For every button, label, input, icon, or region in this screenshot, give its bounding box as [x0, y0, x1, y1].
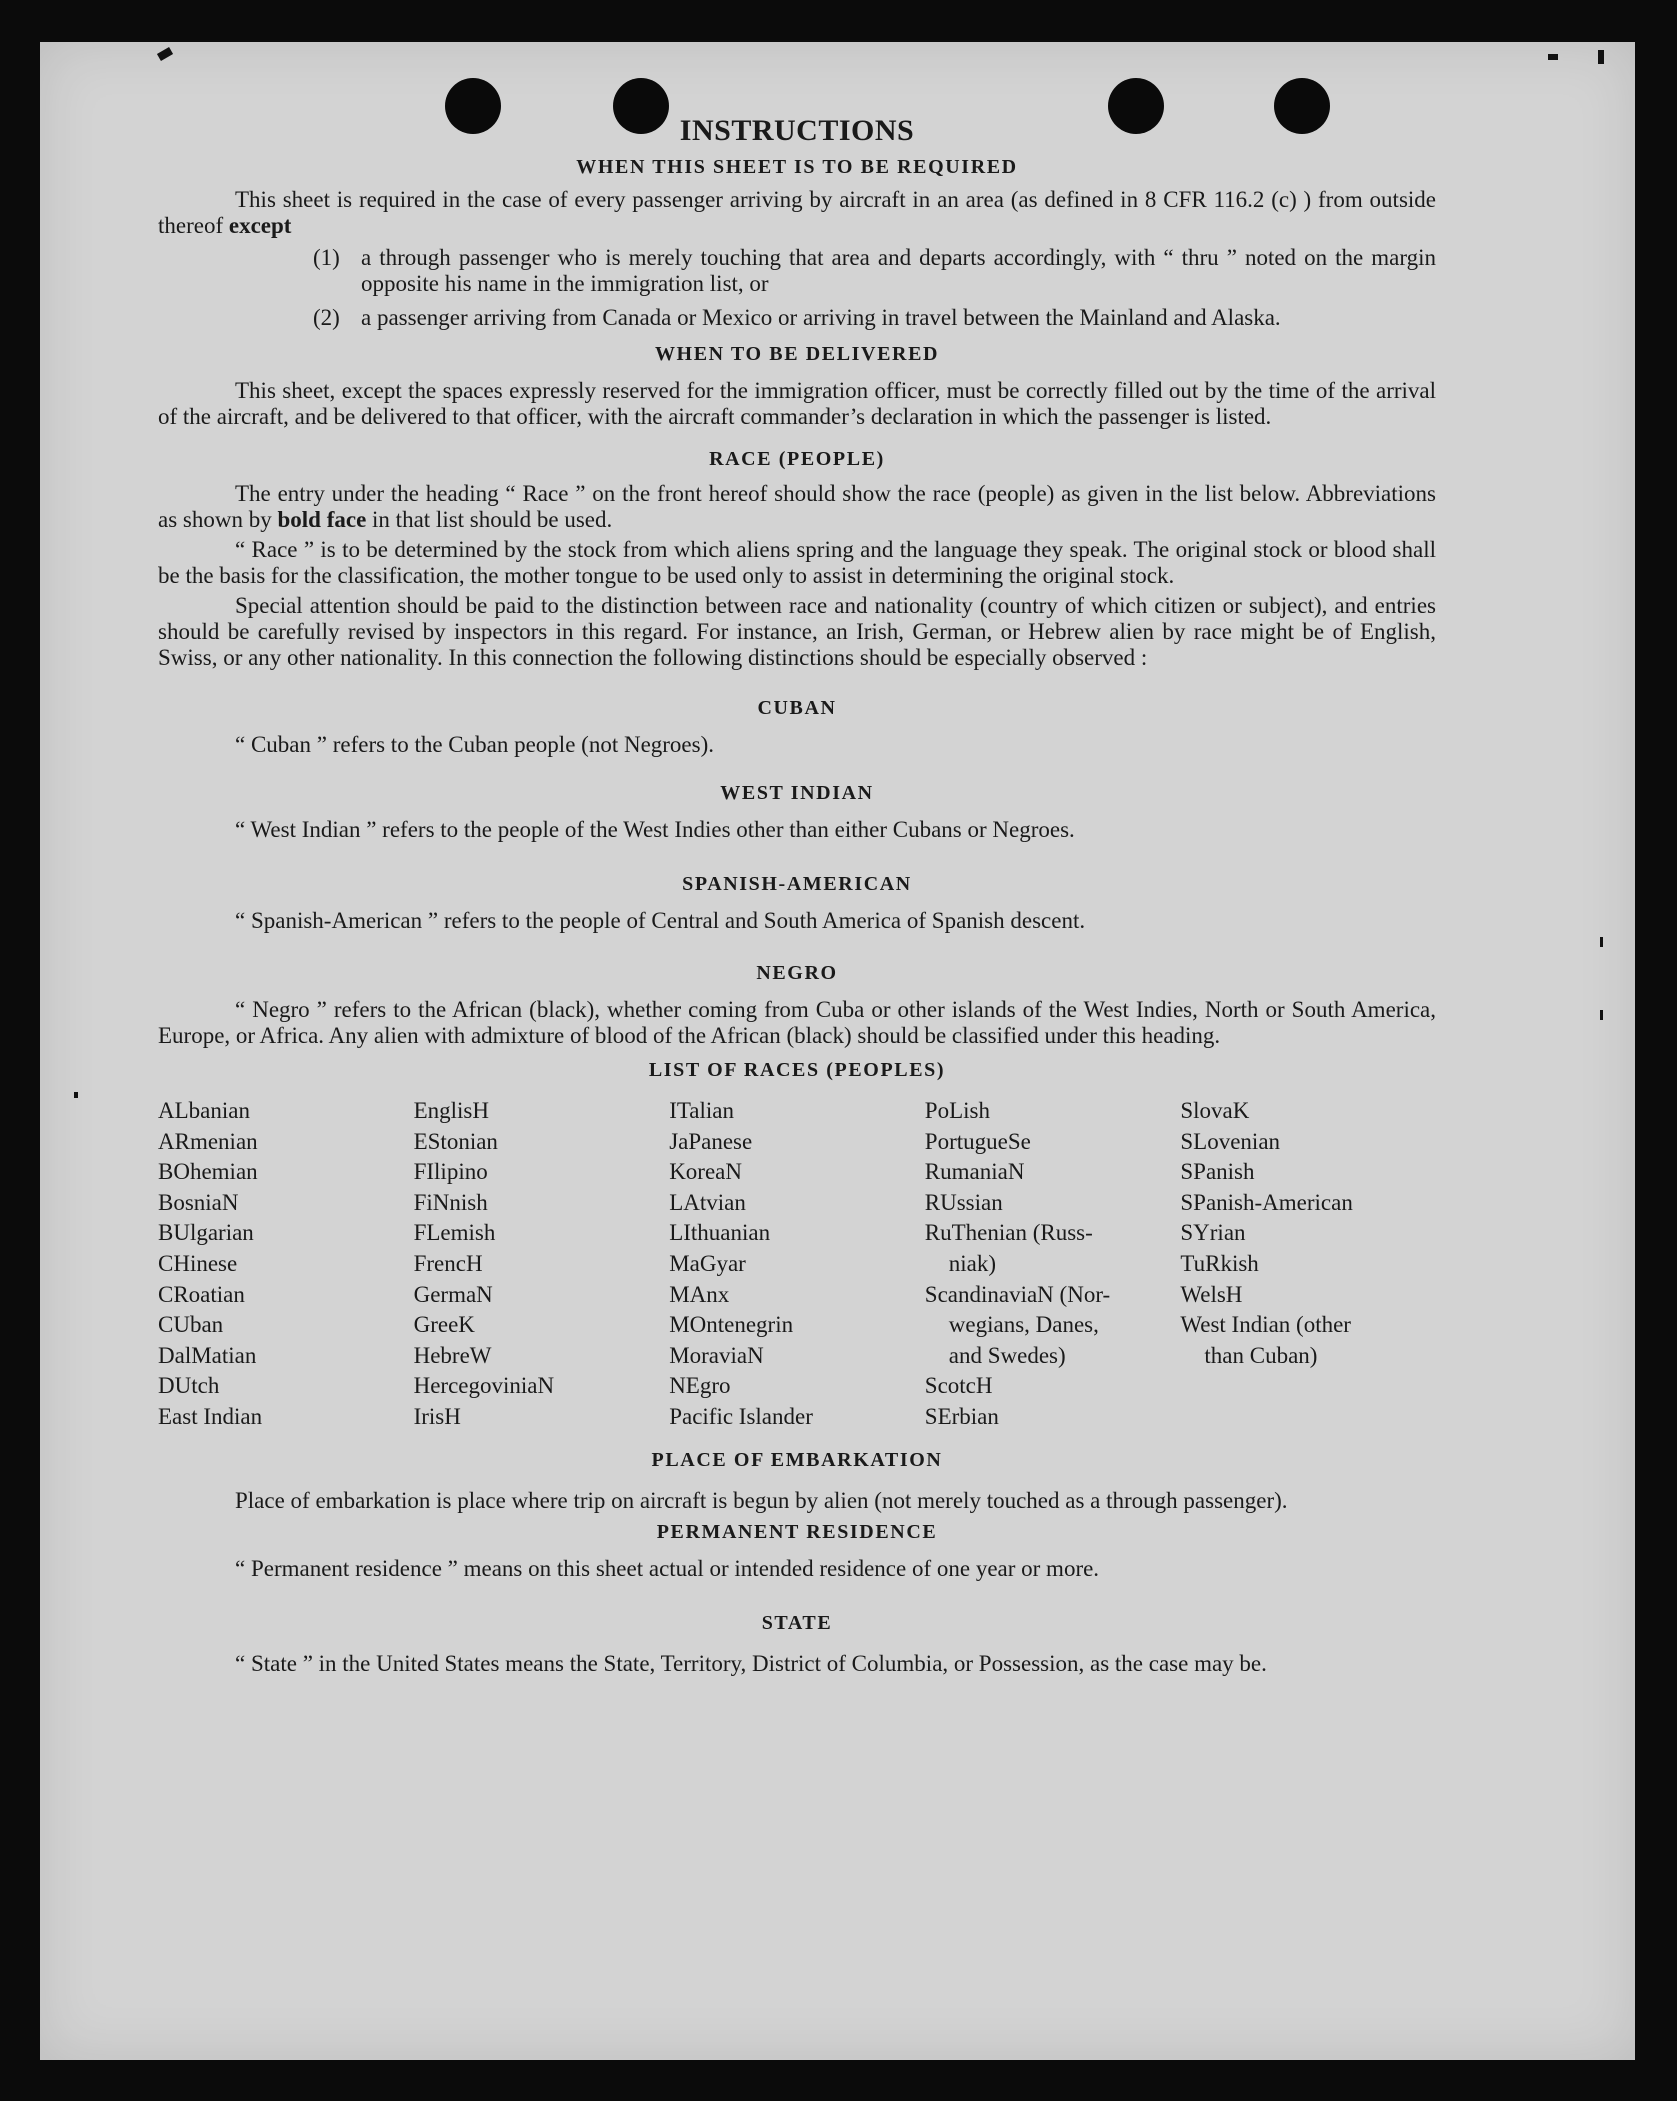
- paragraph: Special attention should be paid to the distinction between race and nationality (country of which citizen or subject), and entries should be carefully revised by inspectors in this regard. For instance, an Irish, German, or Hebrew alien by race might be of English, Swiss, or any other nationality. In this connection the following distinctions should be especially observed :: [158, 593, 1436, 670]
- paragraph: “ Negro ” refers to the African (black), whether coming from Cuba or other islands of the West Indies, North or South America, Europe, or Africa. Any alien with admixture of blood of the African (black) should be classified under this heading.: [158, 997, 1436, 1048]
- race-item: CRoatian: [158, 1281, 245, 1307]
- list-item: [313, 245, 1436, 297]
- race-item: MOntenegrin: [669, 1312, 794, 1338]
- race-item: HercegoviniaN: [413, 1373, 555, 1399]
- item-text: a through passenger who is merely touching that area and departs accordingly, with “ thru ” noted on the margin opposite his name in the immigration list, or: [361, 245, 1436, 296]
- race-item: RuThenian (Russ-: [924, 1220, 1093, 1246]
- page-title: INSTRUCTIONS: [679, 114, 915, 147]
- race-item: GreeK: [413, 1312, 475, 1338]
- race-item: LAtvian: [669, 1189, 746, 1215]
- specks: [1600, 1010, 1603, 1020]
- race-item: KoreaN: [669, 1159, 742, 1185]
- bold-text: except: [228, 213, 292, 238]
- paragraph-text: The entry under the heading “ Race ” on the front hereof should show the race (people) as given in the list below. Abbreviations as shown by: [158, 481, 1436, 532]
- specks: [1600, 937, 1603, 947]
- specks: [1548, 54, 1558, 60]
- races-column: [158, 1096, 414, 1433]
- section-heading: LIST OF RACES (PEOPLES): [648, 1059, 946, 1081]
- race-item: IrisH: [413, 1403, 461, 1429]
- race-item: and Swedes): [948, 1342, 1066, 1368]
- race-item: PoLish: [924, 1098, 990, 1123]
- section-heading: PERMANENT RESIDENCE: [656, 1520, 938, 1543]
- section-heading: CUBAN: [757, 697, 837, 719]
- race-item: FrencH: [413, 1250, 483, 1276]
- race-item: DalMatian: [158, 1342, 257, 1368]
- paragraph: Place of embarkation is place where trip on aircraft is begun by alien (not merely touched as a through passenger).: [235, 1487, 1288, 1513]
- race-item: BOhemian: [158, 1159, 258, 1185]
- specks: [74, 1092, 78, 1098]
- section-heading: STATE: [761, 1611, 833, 1634]
- races-column: [925, 1096, 1181, 1433]
- race-item: BUlgarian: [158, 1220, 254, 1246]
- item-text: a passenger arriving from Canada or Mexico or arriving in travel between the Mainland and Alaska.: [361, 305, 1281, 330]
- paragraph: [158, 187, 1436, 239]
- race-item: TuRkish: [1180, 1250, 1259, 1276]
- item-number: (2): [313, 305, 340, 330]
- race-item: CHinese: [158, 1250, 238, 1276]
- race-item: GermaN: [413, 1281, 493, 1307]
- paragraph: This sheet, except the spaces expressly reserved for the immigration officer, must be correctly filled out by the time of the arrival of the aircraft, and be delivered to that officer, with the aircraft commander’s declaration in which the passenger is listed.: [158, 378, 1436, 429]
- race-item: Pacific Islander: [669, 1403, 813, 1429]
- section-heading: WEST INDIAN: [720, 782, 874, 804]
- section-heading: WHEN THIS SHEET IS TO BE REQUIRED: [576, 156, 1018, 178]
- race-item: MAnx: [669, 1281, 730, 1307]
- paragraph-text: in that list should be used.: [372, 507, 613, 532]
- race-item: CUban: [158, 1312, 224, 1338]
- races-column: [414, 1096, 670, 1433]
- race-item: wegians, Danes,: [948, 1312, 1099, 1338]
- race-item: WelsH: [1180, 1281, 1243, 1307]
- paragraph: “ Race ” is to be determined by the stock from which aliens spring and the language they speak. The original stock or blood shall be the basis for the classification, the mother tongue to be used only to assist in determining the original stock.: [158, 537, 1436, 588]
- race-item: ALbanian: [158, 1098, 250, 1123]
- race-item: PortugueSe: [924, 1128, 1031, 1154]
- race-item: NEgro: [669, 1373, 731, 1399]
- race-item: MaGyar: [669, 1250, 746, 1276]
- race-item: niak): [948, 1250, 997, 1276]
- race-item: EnglisH: [413, 1098, 489, 1123]
- race-item: SlovaK: [1180, 1098, 1250, 1123]
- race-item: DUtch: [158, 1373, 220, 1399]
- section-heading: RACE (PEOPLE): [709, 448, 885, 470]
- instructions-content: [158, 114, 1436, 1680]
- race-item: BosniaN: [158, 1189, 239, 1215]
- races-column: [669, 1096, 925, 1433]
- paragraph: “ Spanish-American ” refers to the people of Central and South America of Spanish descent.: [235, 908, 1086, 933]
- race-item: EStonian: [413, 1128, 498, 1154]
- race-item: SPanish-American: [1180, 1189, 1353, 1215]
- section-heading: PLACE OF EMBARKATION: [651, 1448, 943, 1471]
- race-item: than Cuban): [1204, 1342, 1318, 1368]
- paragraph: “ Cuban ” refers to the Cuban people (not Negroes).: [235, 732, 715, 757]
- race-item: East Indian: [158, 1403, 263, 1429]
- race-item: MoraviaN: [669, 1342, 764, 1368]
- race-item: FiNnish: [413, 1189, 488, 1215]
- race-item: FIlipino: [413, 1159, 488, 1185]
- specks: [157, 47, 173, 61]
- race-item: ScotcH: [924, 1373, 993, 1399]
- item-number: (1): [313, 245, 340, 270]
- paragraph: [158, 481, 1436, 533]
- race-item: SPanish: [1180, 1159, 1255, 1185]
- races-list: [158, 1096, 1436, 1433]
- race-item: SErbian: [924, 1403, 999, 1429]
- section-heading: SPANISH-AMERICAN: [682, 873, 912, 895]
- race-item: RumaniaN: [924, 1159, 1025, 1185]
- list-item: [313, 305, 1436, 331]
- races-column: [1180, 1096, 1436, 1433]
- bold-text: bold face: [277, 507, 367, 532]
- race-item: ARmenian: [158, 1128, 258, 1154]
- race-item: SLovenian: [1180, 1128, 1281, 1154]
- paragraph: “ State ” in the United States means the State, Territory, District of Columbia, or Possession, as the case may be.: [235, 1650, 1267, 1676]
- paragraph: “ West Indian ” refers to the people of the West Indies other than either Cubans or Negroes.: [235, 817, 1075, 842]
- race-item: HebreW: [413, 1342, 492, 1368]
- race-item: LIthuanian: [669, 1220, 771, 1246]
- race-item: ITalian: [669, 1098, 734, 1123]
- race-item: SYrian: [1180, 1220, 1246, 1246]
- section-heading: WHEN TO BE DELIVERED: [654, 343, 940, 365]
- paragraph: “ Permanent residence ” means on this sheet actual or intended residence of one year or more.: [235, 1555, 1100, 1581]
- race-item: JaPanese: [669, 1128, 753, 1154]
- race-item: FLemish: [413, 1220, 496, 1246]
- specks: [1598, 50, 1604, 64]
- race-item: West Indian (other: [1180, 1312, 1351, 1338]
- race-item: RUssian: [924, 1189, 1003, 1215]
- paragraph-text: This sheet is required in the case of every passenger arriving by aircraft in an area (as defined in 8 CFR 116.2 (c) ) from outside thereof: [158, 187, 1436, 238]
- section-heading: NEGRO: [756, 962, 838, 984]
- race-item: ScandinaviaN (Nor-: [924, 1281, 1111, 1307]
